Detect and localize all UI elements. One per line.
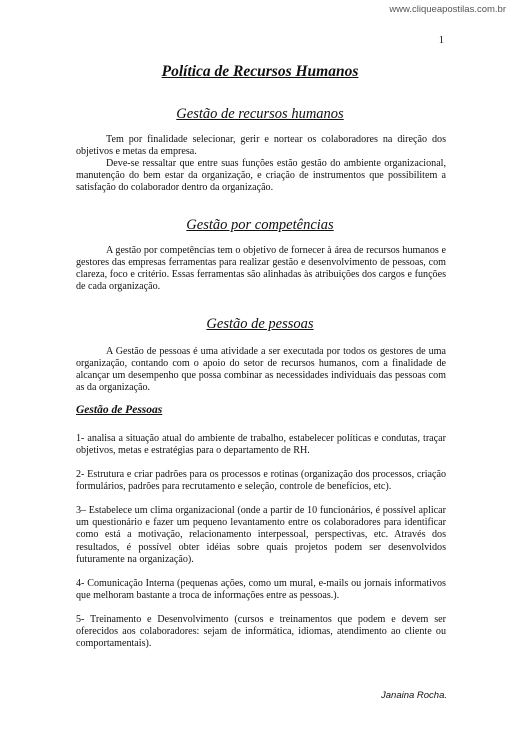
document-title: Política de Recursos Humanos [161,63,359,80]
site-url: www.cliqueapostilas.com.br [389,4,506,15]
list-item: 5- Treinamento e Desenvolvimento (cursos e treinamentos que podem e devem ser oferecidos aos colaboradores: sejam de informática, idiomas, atendimento ao cliente ou comportamentais). [76,614,446,650]
section-heading-competencias: Gestão por competências [186,217,334,233]
section-heading-recursos-humanos: Gestão de recursos humanos [176,106,344,122]
list-heading: Gestão de Pessoas [76,404,163,416]
paragraph: Deve-se ressaltar que entre suas funções estão gestão do ambiente organizacional, manutenção do bem estar da organização, e criação de instrumentos que possibilitem a satisfação do colaborador dentro da organização. [76,158,446,194]
paragraph: Tem por finalidade selecionar, gerir e nortear os colaboradores na direção dos objetivos e metas da empresa. [76,134,446,158]
list-item: 4- Comunicação Interna (pequenas ações, como um mural, e-mails ou jornais informativos que melhoram bastante a troca de informações entre as pessoas.). [76,578,446,602]
section-pessoas-body [76,346,446,394]
section-heading-pessoas: Gestão de pessoas [206,316,314,332]
section-recursos-humanos-body [76,134,446,194]
list-item: 3– Estabelece um clima organizacional (onde a partir de 10 funcionários, é possível aplicar um questionário e fazer um pequeno levantamento entre os colaboradores para identificar como está a motivação, relacionamento interpessoal, perspectivas, etc. Através dos resultados, é possível obter idéias sobre quais projetos podem ser desenvolvidos futuramente na organização). [76,505,446,565]
signature: Janaina Rocha. [381,690,448,701]
paragraph: A Gestão de pessoas é uma atividade a ser executada por todos os gestores de uma organização, contando com o apoio do setor de recursos humanos, com a finalidade de alcançar um desempenho que possa combinar as necessidades individuais das pessoas com as da organização. [76,346,446,394]
section-competencias-body [76,245,446,293]
list-item: 2- Estrutura e criar padrões para os processos e rotinas (organização dos processos, criação formulários, padrões para recrutamento e seleção, controle de benefícios, etc). [76,469,446,493]
page-number: 1 [438,35,444,46]
paragraph: A gestão por competências tem o objetivo de fornecer à área de recursos humanos e gestores das empresas ferramentas para realizar gestão e desenvolvimento de pessoas, com clareza, foco e critério. Essas ferramentas são alinhadas às atribuições dos cargos e funções de cada organização. [76,245,446,293]
list-item: 1- analisa a situação atual do ambiente de trabalho, estabelecer políticas e condutas, traçar objetivos, metas e estratégias para o departamento de RH. [76,433,446,457]
